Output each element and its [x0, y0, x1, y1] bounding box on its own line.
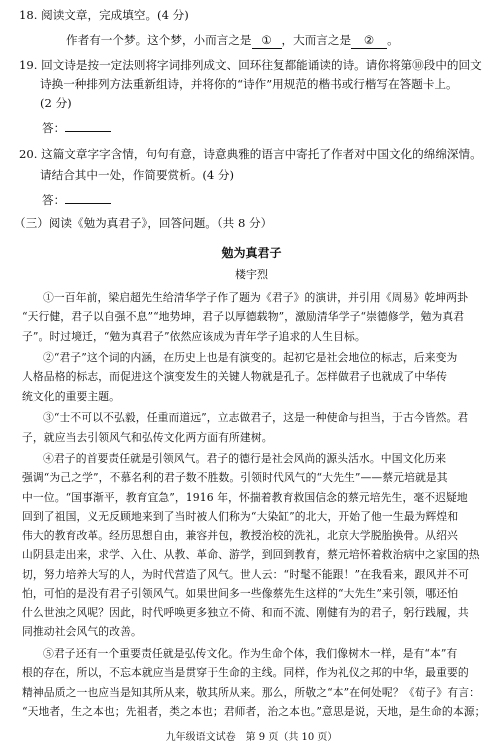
q19-points: (2 分) — [40, 96, 72, 110]
q18-blank-2: ② — [351, 32, 387, 49]
q18-text-c: 。 — [387, 33, 399, 47]
article-line: 子”。时过境迁，“勉为真君子”依然应该成为青年学子追求的人生目标。 — [22, 330, 366, 343]
article-line: 山阴县走出来，求学、入仕、从教、革命、游学，到回到教育，蔡元培怀着救治病中之家国的热 — [22, 548, 480, 561]
article-line: ④君子的首要责任就是引领风气。君子的德行是社会风尚的源头活水。中国文化历来 — [43, 452, 447, 465]
q19-answer-line — [0, 120, 503, 136]
article-line: 子，就应当去引领风气和弘传文化两方面有所建树。 — [22, 431, 273, 444]
article-author: 楼宇烈 — [235, 268, 268, 281]
q18-blank-1: ① — [252, 32, 282, 49]
article-line: 强调“为己之学”，不慕名利的君子数不胜数。引领时代风气的“大先生”——蔡元培就是其 — [22, 471, 448, 484]
article-line: 回到了祖国，义无反顾地来到了当时被人们称为“大染缸”的北大，开始了他一生最为辉煌和 — [22, 510, 459, 523]
page-footer: 九年级语文试卷 第 9 页（共 10 页） — [165, 732, 338, 743]
q20-prompt-line-2: 请结合其中一处，作简要赏析。(4 分) — [40, 168, 235, 182]
article-line: 人格品格的标志，而促进这个演变发生的关键人物就是孔子。怎样做君子也就成了中华传 — [22, 370, 447, 383]
article-line: ⑤君子还有一个重要责任就是弘传文化。作为生命个体，我们像树木一样，是有“本”有 — [43, 647, 458, 660]
article-line: ③“士不可以不弘毅，任重而道远”，立志做君子，这是一种使命与担当，于古今皆然。君 — [43, 411, 469, 424]
q19-prompt-line-2: 诗换一种排列方法重新组诗，并将你的“诗作”用规范的楷书或行楷写在答题卡上。 — [40, 77, 458, 91]
q18-fill-line — [0, 32, 503, 49]
article-line: ①一百年前，梁启超先生给清华学子作了题为《君子》的演讲，并引用《周易》乾坤两卦 — [43, 291, 468, 304]
section-3-heading: （三）阅读《勉为真君子》，回答问题。（共 8 分） — [14, 216, 273, 230]
article-title: 勉为真君子 — [221, 246, 282, 260]
article-line: 精神品质之一也应当是知其所从来，敬其所从来。那么，所敬之“本”在何处呢？《荀子》有言： — [22, 686, 481, 699]
article-line: “天地者，生之本也；先祖者，类之本也；君师者，治之本也。”意思是说，天地，是生命的本源； — [22, 705, 486, 718]
article-line: ②“君子”这个词的内涵，在历史上也是有演变的。起初它是社会地位的标志，后来变为 — [43, 351, 458, 364]
q20-answer-label: 答： — [42, 193, 66, 207]
q19-answer-blank — [65, 121, 111, 132]
q19-answer-label: 答： — [42, 121, 66, 135]
article-line: 什么世浊之风呢？因此，时代呼唤更多独立不倚、和而不流、刚健有为的君子，躬行践履，共 — [22, 606, 469, 619]
q18-text-a: 作者有一个梦。这个梦，小而言之是 — [66, 33, 252, 47]
q20-answer-line — [0, 192, 503, 208]
q20-answer-blank — [65, 193, 111, 204]
article-line: 伟大的教育改革。经历思想自由，兼容并包，教授治校的洗礼，北京大学脱胎换骨。从绍兴 — [22, 529, 458, 542]
article-line: 切，努力培养大写的人，为时代营造了风气。世人云：“时髦不能跟！”在我看来，跟风并不可 — [22, 568, 470, 581]
article-line: 怕，可怕的是没有君子引领风气。如果世间多一些像蔡先生这样的“大先生”来引领，哪还怕 — [22, 587, 459, 600]
article-line: 同推动社会风气的改善。 — [22, 625, 142, 638]
article-line: “天行健，君子以自强不息”“地势坤，君子以厚德载物”，激励清华学子“崇德修学，勉为真君 — [22, 310, 465, 323]
q19-prompt-line-1: 19. 回文诗是按一定法则将字词排列成文、回环往复都能诵读的诗。请你将第⑩段中的回文 — [19, 58, 482, 72]
article-line: 中一位。“国事渐平，教育宜急”，1916 年，怀揣着教育救国信念的蔡元培先生，毫不迟疑地 — [22, 491, 468, 504]
q18-prompt: 18. 阅读文章，完成填空。(4 分) — [19, 8, 189, 22]
article-line: 根的存在，所以，不忘本就应当是贯穿于生命的主线。同样，作为礼仪之邦的中华，最重要的 — [22, 666, 469, 679]
q20-prompt-line-1: 20. 这篇文章字字含情，句句有意，诗意典雅的语言中寄托了作者对中国文化的绵绵深情。 — [19, 147, 482, 161]
article-line: 统文化的重要主题。 — [22, 390, 121, 403]
q18-text-b: ，大而言之是 — [281, 33, 352, 47]
